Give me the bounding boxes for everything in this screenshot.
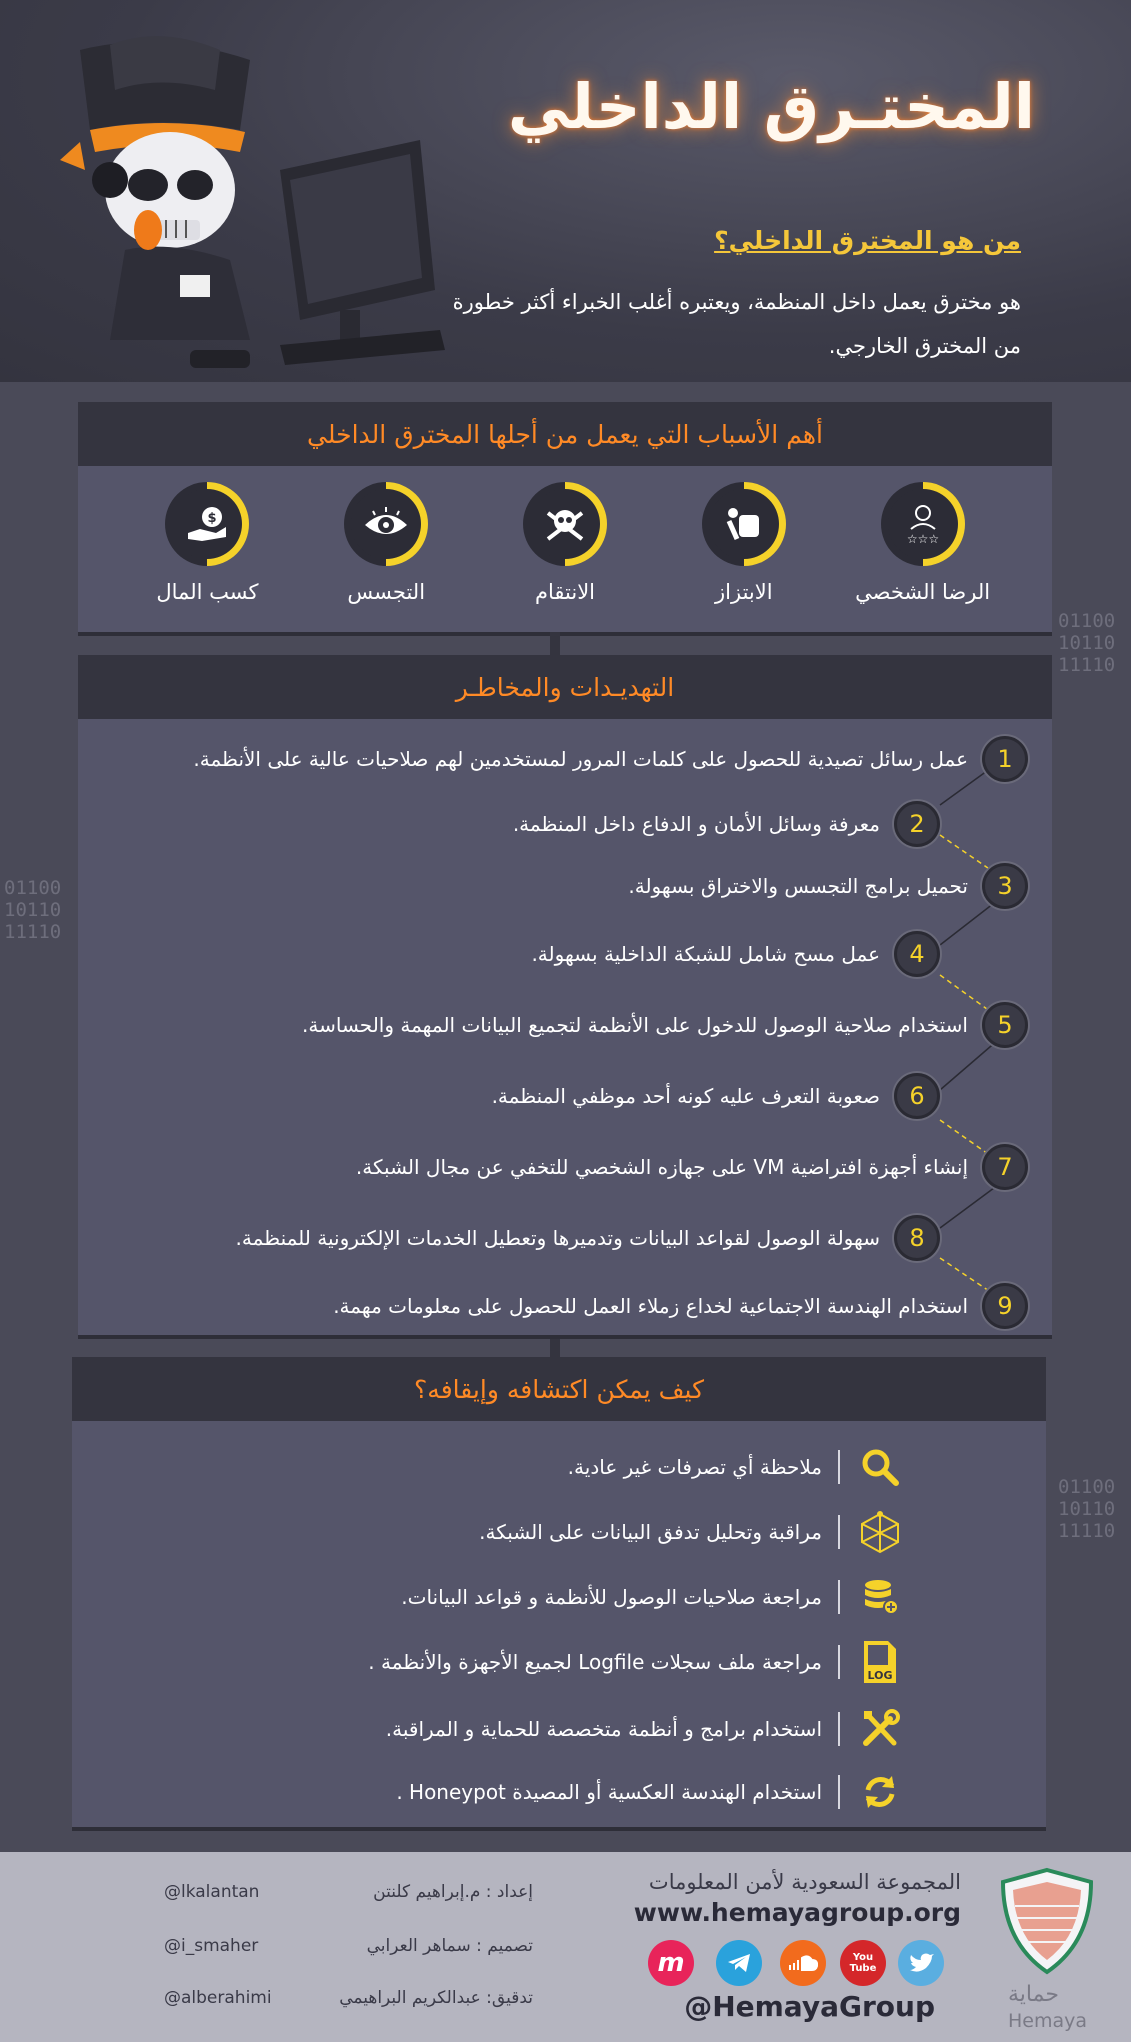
credit-handle[interactable]: @i_smaher (164, 1936, 259, 1956)
threat-item-1: 1 عمل رسائل تصيدية للحصول على كلمات المرور لمستخدمين لهم صلاحيات عالية على الأنظمة. (193, 736, 1028, 782)
threats-panel (78, 655, 1052, 1335)
threat-number: 9 (982, 1283, 1028, 1329)
brand-english: Hemaya (1008, 2010, 1088, 2032)
organization-name: المجموعة السعودية لأمن المعلومات (648, 1870, 961, 1894)
reason-personal-satisfaction: ☆☆☆ الرضا الشخصي (843, 482, 1003, 604)
detection-panel (72, 1357, 1046, 1827)
credit-handle[interactable]: @alberahimi (164, 1988, 272, 2008)
eye-icon (361, 499, 411, 549)
threat-item-2: 2 معرفة وسائل الأمان و الدفاع داخل المنظمة. (513, 801, 940, 847)
reason-money: $ كسب المال (127, 482, 287, 604)
credit-designed-by: تصميم : سماهر العرابي (366, 1936, 533, 1956)
threat-number: 7 (982, 1144, 1028, 1190)
detection-item: مراجعة صلاحيات الوصول للأنظمة و قواعد البيانات. (401, 1575, 906, 1619)
detection-item: ملاحظة أي تصرفات غير عادية. (568, 1445, 906, 1489)
extortion-fist-icon (719, 499, 769, 549)
reasons-heading: أهم الأسباب التي يعمل من أجلها المخترق الداخلي (78, 402, 1052, 466)
connector (550, 1335, 560, 1357)
page-title: المختـرق الداخلي (507, 70, 1035, 143)
threats-heading: التهديـدات والمخاطـر (78, 655, 1052, 719)
reason-revenge: الانتقام (485, 482, 645, 604)
hemaya-shield-logo (995, 1866, 1099, 1976)
website-link[interactable]: www.hemayagroup.org (633, 1898, 961, 1927)
threat-item-9: 9 استخدام الهندسة الاجتماعية لخداع زملاء العمل للحصول على معلومات مهمة. (333, 1283, 1028, 1329)
twitter-icon[interactable] (898, 1940, 944, 1986)
threat-number: 3 (982, 863, 1028, 909)
threat-number: 6 (894, 1073, 940, 1119)
definition-text: هو مخترق يعمل داخل المنظمة، ويعتبره أغلب الخبراء أكثر خطورة من المخترق الخارجي. (452, 290, 1021, 358)
detection-item: LOG مراجعة ملف سجلات Logfile لجميع الأجهزة والأنظمة . (368, 1640, 906, 1684)
brand-arabic: حماية (1008, 1982, 1059, 2007)
header-section (0, 0, 1131, 382)
svg-text:$: $ (207, 511, 217, 526)
binary-decoration: 01100 10110 11110 (1058, 1476, 1116, 1542)
threat-item-3: 3 تحميل برامج التجسس والاختراق بسهولة. (628, 863, 1028, 909)
threat-number: 1 (982, 736, 1028, 782)
binary-decoration: 01100 10110 11110 (4, 877, 62, 943)
hacker-skull-illustration (40, 20, 480, 370)
network-cube-icon (854, 1510, 906, 1554)
soundcloud-icon[interactable] (780, 1940, 826, 1986)
detection-heading: كيف يمكن اكتشافه وإيقافه؟ (72, 1357, 1046, 1421)
database-add-icon (860, 1577, 900, 1617)
meetup-icon[interactable]: m (648, 1940, 694, 1986)
refresh-icon (860, 1772, 900, 1812)
search-icon (860, 1447, 900, 1487)
svg-text:☆☆☆: ☆☆☆ (906, 532, 939, 546)
log-file-icon (860, 1639, 900, 1685)
threat-number: 8 (894, 1215, 940, 1261)
reason-extortion: الابتزاز (664, 482, 824, 604)
detection-item: استخدام برامج و أنظمة متخصصة للحماية و المراقبة. (386, 1707, 906, 1751)
threat-item-8: 8 سهولة الوصول لقواعد البيانات وتدميرها وتعطيل الخدمات الإلكترونية للمنظمة. (236, 1215, 940, 1261)
binary-decoration: 01100 10110 11110 (1058, 610, 1116, 676)
tools-icon (860, 1709, 900, 1749)
connector (550, 632, 560, 655)
reason-espionage: التجسس (306, 482, 466, 604)
threat-item-7: 7 إنشاء أجهزة افتراضية VM على جهازه الشخصي للتخفي عن مجال الشبكة. (356, 1144, 1028, 1190)
social-handle[interactable]: @HemayaGroup (684, 1990, 935, 2023)
footer (0, 1852, 1131, 2042)
skull-crossbones-icon (540, 499, 590, 549)
threat-item-5: 5 استخدام صلاحية الوصول للدخول على الأنظمة لتجميع البيانات المهمة والحساسة. (302, 1002, 1028, 1048)
detection-item: استخدام الهندسة العكسية أو المصيدة Honeypot . (396, 1770, 906, 1814)
threat-number: 4 (894, 931, 940, 977)
youtube-icon[interactable]: You Tube (840, 1940, 886, 1986)
telegram-icon[interactable] (716, 1940, 762, 1986)
credit-reviewed-by: تدقيق: عبدالكريم البراهيمي (339, 1988, 533, 2008)
threat-item-4: 4 عمل مسح شامل للشبكة الداخلية بسهولة. (531, 931, 940, 977)
svg-text:LOG: LOG (867, 1669, 893, 1682)
question-heading: من هو المخترق الداخلي؟ (714, 226, 1021, 255)
threat-number: 5 (982, 1002, 1028, 1048)
credit-handle[interactable]: @lkalantan (164, 1882, 260, 1902)
person-stars-icon (898, 499, 948, 549)
money-bag-hand-icon (182, 499, 232, 549)
detection-item: مراقبة وتحليل تدفق البيانات على الشبكة. (479, 1510, 906, 1554)
reasons-panel (78, 402, 1052, 632)
threat-item-6: 6 صعوبة التعرف عليه كونه أحد موظفي المنظمة. (492, 1073, 940, 1119)
credit-prepared-by: إعداد : م.إبراهيم كلنتن (373, 1882, 533, 1902)
threat-number: 2 (894, 801, 940, 847)
